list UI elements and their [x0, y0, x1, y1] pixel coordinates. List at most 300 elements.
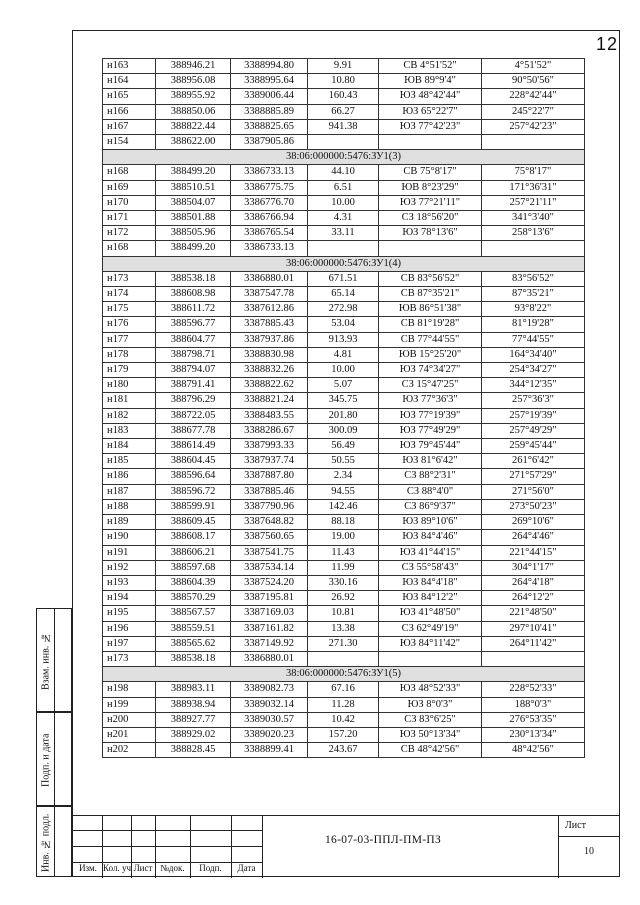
length-cell: 50.55: [308, 454, 379, 469]
section-header-row: [103, 150, 585, 165]
rhumb-cell: [379, 135, 482, 150]
azimuth-cell: 93°8'22": [482, 302, 585, 317]
point-name-cell: н176: [103, 317, 156, 332]
azimuth-cell: 269°10'6": [482, 515, 585, 530]
x-coordinate-cell: 388608.98: [156, 287, 231, 302]
rhumb-cell: ЮЗ 84°12'2": [379, 591, 482, 606]
point-name-cell: н191: [103, 545, 156, 560]
rhumb-cell: СЗ 15°47'25": [379, 378, 482, 393]
point-name-cell: н168: [103, 165, 156, 180]
point-name-cell: н186: [103, 469, 156, 484]
rhumb-cell: ЮЗ 8°0'3": [379, 697, 482, 712]
azimuth-cell: 344°12'35": [482, 378, 585, 393]
azimuth-cell: 257°19'39": [482, 408, 585, 423]
length-cell: 5.07: [308, 378, 379, 393]
length-cell: 11.43: [308, 545, 379, 560]
y-coordinate-cell: 3388483.55: [231, 408, 308, 423]
x-coordinate-cell: 388722.05: [156, 408, 231, 423]
length-cell: 65.14: [308, 287, 379, 302]
length-cell: 26.92: [308, 591, 379, 606]
azimuth-cell: 264°4'18": [482, 575, 585, 590]
table-row: [103, 408, 585, 423]
y-coordinate-cell: 3387161.82: [231, 621, 308, 636]
sheet-number: 10: [584, 846, 594, 857]
y-coordinate-cell: 3388832.26: [231, 363, 308, 378]
point-name-cell: н202: [103, 743, 156, 758]
rhumb-cell: СЗ 86°9'37": [379, 499, 482, 514]
point-name-cell: н182: [103, 408, 156, 423]
azimuth-cell: 77°44'55": [482, 332, 585, 347]
y-coordinate-cell: 3388821.24: [231, 393, 308, 408]
x-coordinate-cell: 388538.18: [156, 271, 231, 286]
point-name-cell: н201: [103, 727, 156, 742]
length-cell: 19.00: [308, 530, 379, 545]
y-coordinate-cell: 3387937.74: [231, 454, 308, 469]
x-coordinate-cell: 388828.45: [156, 743, 231, 758]
x-coordinate-cell: 388796.29: [156, 393, 231, 408]
side-label-sign-date: Подп. и дата: [40, 733, 52, 787]
y-coordinate-cell: 3386880.01: [231, 651, 308, 666]
point-name-cell: н197: [103, 636, 156, 651]
azimuth-cell: 75°8'17": [482, 165, 585, 180]
rhumb-cell: ЮЗ 79°45'44": [379, 439, 482, 454]
point-name-cell: н179: [103, 363, 156, 378]
y-coordinate-cell: 3387524.20: [231, 575, 308, 590]
azimuth-cell: [482, 135, 585, 150]
y-coordinate-cell: 3386766.94: [231, 211, 308, 226]
x-coordinate-cell: 388510.51: [156, 180, 231, 195]
point-name-cell: н188: [103, 499, 156, 514]
caption-kol-uch: Кол. уч: [103, 863, 131, 873]
length-cell: 4.31: [308, 211, 379, 226]
x-coordinate-cell: 388983.11: [156, 682, 231, 697]
rhumb-cell: ЮЗ 50°13'34": [379, 727, 482, 742]
x-coordinate-cell: 388505.96: [156, 226, 231, 241]
table-row: [103, 59, 585, 74]
length-cell: 11.28: [308, 697, 379, 712]
y-coordinate-cell: 3386733.13: [231, 165, 308, 180]
table-row: [103, 119, 585, 134]
x-coordinate-cell: 388597.68: [156, 560, 231, 575]
rhumb-cell: ЮВ 8°23'29": [379, 180, 482, 195]
azimuth-cell: 304°1'17": [482, 560, 585, 575]
length-cell: [308, 135, 379, 150]
length-cell: 94.55: [308, 484, 379, 499]
x-coordinate-cell: 388611.72: [156, 302, 231, 317]
caption-izm: Изм.: [79, 863, 97, 873]
x-coordinate-cell: 388606.21: [156, 545, 231, 560]
rhumb-cell: СЗ 88°2'31": [379, 469, 482, 484]
point-name-cell: н163: [103, 59, 156, 74]
y-coordinate-cell: 3387534.14: [231, 560, 308, 575]
y-coordinate-cell: 3387149.92: [231, 636, 308, 651]
rhumb-cell: [379, 651, 482, 666]
point-name-cell: н154: [103, 135, 156, 150]
section-header-row: [103, 256, 585, 271]
table-row: [103, 74, 585, 89]
rhumb-cell: СВ 81°19'28": [379, 317, 482, 332]
azimuth-cell: 258°13'6": [482, 226, 585, 241]
table-row: [103, 651, 585, 666]
rhumb-cell: ЮЗ 78°13'6": [379, 226, 482, 241]
azimuth-cell: 341°3'40": [482, 211, 585, 226]
y-coordinate-cell: 3387169.03: [231, 606, 308, 621]
table-row: [103, 743, 585, 758]
azimuth-cell: 271°57'29": [482, 469, 585, 484]
table-row: [103, 439, 585, 454]
length-cell: 10.00: [308, 363, 379, 378]
table-row: [103, 363, 585, 378]
x-coordinate-cell: 388798.71: [156, 347, 231, 362]
point-name-cell: н198: [103, 682, 156, 697]
table-row: [103, 530, 585, 545]
azimuth-cell: 271°56'0": [482, 484, 585, 499]
x-coordinate-cell: 388791.41: [156, 378, 231, 393]
azimuth-cell: 257°21'11": [482, 195, 585, 210]
table-row: [103, 287, 585, 302]
x-coordinate-cell: 388604.45: [156, 454, 231, 469]
point-name-cell: н187: [103, 484, 156, 499]
y-coordinate-cell: 3388822.62: [231, 378, 308, 393]
table-row: [103, 545, 585, 560]
rhumb-cell: ЮЗ 48°42'44": [379, 89, 482, 104]
y-coordinate-cell: 3387887.80: [231, 469, 308, 484]
y-coordinate-cell: 3387790.96: [231, 499, 308, 514]
table-row: [103, 211, 585, 226]
rhumb-cell: ЮЗ 77°49'29": [379, 423, 482, 438]
point-name-cell: н170: [103, 195, 156, 210]
section-label: 38:06:000000:5476:ЗУ1(3): [103, 150, 585, 165]
length-cell: 913.93: [308, 332, 379, 347]
azimuth-cell: 48°42'56": [482, 743, 585, 758]
azimuth-cell: 257°36'3": [482, 393, 585, 408]
azimuth-cell: 87°35'21": [482, 287, 585, 302]
x-coordinate-cell: 388504.07: [156, 195, 231, 210]
x-coordinate-cell: 388677.78: [156, 423, 231, 438]
x-coordinate-cell: 388570.29: [156, 591, 231, 606]
point-name-cell: н194: [103, 591, 156, 606]
point-name-cell: н193: [103, 575, 156, 590]
rhumb-cell: ЮЗ 84°4'46": [379, 530, 482, 545]
caption-list: Лист: [133, 863, 153, 873]
y-coordinate-cell: 3388830.98: [231, 347, 308, 362]
point-name-cell: н190: [103, 530, 156, 545]
x-coordinate-cell: 388608.17: [156, 530, 231, 545]
length-cell: 6.51: [308, 180, 379, 195]
side-stamp-middle: [36, 712, 72, 806]
x-coordinate-cell: 388946.21: [156, 59, 231, 74]
x-coordinate-cell: 388499.20: [156, 165, 231, 180]
y-coordinate-cell: 3388899.41: [231, 743, 308, 758]
rhumb-cell: ЮЗ 77°36'3": [379, 393, 482, 408]
x-coordinate-cell: 388596.64: [156, 469, 231, 484]
rhumb-cell: СВ 4°51'52": [379, 59, 482, 74]
table-row: [103, 712, 585, 727]
table-row: [103, 271, 585, 286]
table-row: [103, 591, 585, 606]
y-coordinate-cell: 3389032.14: [231, 697, 308, 712]
azimuth-cell: 264°12'2": [482, 591, 585, 606]
table-row: [103, 423, 585, 438]
length-cell: 300.09: [308, 423, 379, 438]
rhumb-cell: СВ 87°35'21": [379, 287, 482, 302]
page-number: 12: [595, 34, 618, 54]
point-name-cell: н169: [103, 180, 156, 195]
length-cell: 201.80: [308, 408, 379, 423]
point-name-cell: н165: [103, 89, 156, 104]
x-coordinate-cell: 388565.62: [156, 636, 231, 651]
y-coordinate-cell: 3387993.33: [231, 439, 308, 454]
point-name-cell: н174: [103, 287, 156, 302]
y-coordinate-cell: 3387885.46: [231, 484, 308, 499]
azimuth-cell: 273°50'23": [482, 499, 585, 514]
length-cell: 4.81: [308, 347, 379, 362]
table-row: [103, 180, 585, 195]
side-stamp-bottom: [36, 806, 72, 877]
length-cell: 13.38: [308, 621, 379, 636]
x-coordinate-cell: 388956.08: [156, 74, 231, 89]
azimuth-cell: 83°56'52": [482, 271, 585, 286]
table-row: [103, 195, 585, 210]
point-name-cell: н195: [103, 606, 156, 621]
table-row: [103, 89, 585, 104]
rhumb-cell: СЗ 62°49'19": [379, 621, 482, 636]
azimuth-cell: 297°10'41": [482, 621, 585, 636]
length-cell: 271.30: [308, 636, 379, 651]
azimuth-cell: 276°53'35": [482, 712, 585, 727]
point-name-cell: н164: [103, 74, 156, 89]
x-coordinate-cell: 388501.88: [156, 211, 231, 226]
x-coordinate-cell: 388567.57: [156, 606, 231, 621]
point-name-cell: н177: [103, 332, 156, 347]
rhumb-cell: СВ 83°56'52": [379, 271, 482, 286]
caption-podp: Подп.: [199, 863, 222, 873]
rhumb-cell: ЮЗ 81°6'42": [379, 454, 482, 469]
length-cell: 671.51: [308, 271, 379, 286]
table-row: [103, 135, 585, 150]
y-coordinate-cell: 3387648.82: [231, 515, 308, 530]
table-row: [103, 606, 585, 621]
x-coordinate-cell: 388955.92: [156, 89, 231, 104]
title-block: [72, 815, 620, 877]
point-name-cell: н189: [103, 515, 156, 530]
rhumb-cell: СВ 48°42'56": [379, 743, 482, 758]
azimuth-cell: 264°11'42": [482, 636, 585, 651]
length-cell: 11.99: [308, 560, 379, 575]
length-cell: 33.11: [308, 226, 379, 241]
azimuth-cell: 4°51'52": [482, 59, 585, 74]
azimuth-cell: 81°19'28": [482, 317, 585, 332]
point-name-cell: н181: [103, 393, 156, 408]
x-coordinate-cell: 388850.06: [156, 104, 231, 119]
length-cell: 67.16: [308, 682, 379, 697]
point-name-cell: н192: [103, 560, 156, 575]
y-coordinate-cell: 3387885.43: [231, 317, 308, 332]
length-cell: 44.10: [308, 165, 379, 180]
point-name-cell: н167: [103, 119, 156, 134]
table-row: [103, 484, 585, 499]
x-coordinate-cell: 388609.45: [156, 515, 231, 530]
x-coordinate-cell: 388938.94: [156, 697, 231, 712]
point-name-cell: н183: [103, 423, 156, 438]
azimuth-cell: 228°42'44": [482, 89, 585, 104]
point-name-cell: н200: [103, 712, 156, 727]
x-coordinate-cell: 388929.02: [156, 727, 231, 742]
x-coordinate-cell: 388599.91: [156, 499, 231, 514]
rhumb-cell: ЮЗ 41°44'15": [379, 545, 482, 560]
table-row: [103, 636, 585, 651]
azimuth-cell: 164°34'40": [482, 347, 585, 362]
x-coordinate-cell: 388559.51: [156, 621, 231, 636]
azimuth-cell: 264°4'46": [482, 530, 585, 545]
length-cell: 2.34: [308, 469, 379, 484]
length-cell: [308, 651, 379, 666]
y-coordinate-cell: 3387541.75: [231, 545, 308, 560]
table-row: [103, 378, 585, 393]
table-row: [103, 469, 585, 484]
caption-data: Дата: [237, 863, 256, 873]
x-coordinate-cell: 388794.07: [156, 363, 231, 378]
length-cell: 157.20: [308, 727, 379, 742]
y-coordinate-cell: 3387937.86: [231, 332, 308, 347]
x-coordinate-cell: 388596.72: [156, 484, 231, 499]
rhumb-cell: ЮВ 86°51'38": [379, 302, 482, 317]
length-cell: 160.43: [308, 89, 379, 104]
side-label-original-inv: Инв. № подл.: [40, 813, 52, 872]
azimuth-cell: 230°13'34": [482, 727, 585, 742]
length-cell: 10.81: [308, 606, 379, 621]
azimuth-cell: 245°22'7": [482, 104, 585, 119]
azimuth-cell: 171°36'31": [482, 180, 585, 195]
rhumb-cell: СЗ 88°4'0": [379, 484, 482, 499]
y-coordinate-cell: 3388825.65: [231, 119, 308, 134]
rhumb-cell: СВ 75°8'17": [379, 165, 482, 180]
section-header-row: [103, 667, 585, 682]
table-row: [103, 727, 585, 742]
caption-ndok: №док.: [160, 863, 185, 873]
table-row: [103, 575, 585, 590]
rhumb-cell: ЮЗ 77°19'39": [379, 408, 482, 423]
y-coordinate-cell: 3388995.64: [231, 74, 308, 89]
length-cell: 53.04: [308, 317, 379, 332]
point-name-cell: н196: [103, 621, 156, 636]
section-label: 38:06:000000:5476:ЗУ1(5): [103, 667, 585, 682]
table-row: [103, 241, 585, 256]
length-cell: 9.91: [308, 59, 379, 74]
table-row: [103, 560, 585, 575]
y-coordinate-cell: 3389082.73: [231, 682, 308, 697]
sheet-label: Лист: [565, 820, 586, 831]
length-cell: [308, 241, 379, 256]
section-label: 38:06:000000:5476:ЗУ1(4): [103, 256, 585, 271]
point-name-cell: н185: [103, 454, 156, 469]
y-coordinate-cell: 3388994.80: [231, 59, 308, 74]
point-name-cell: н184: [103, 439, 156, 454]
length-cell: 66.27: [308, 104, 379, 119]
y-coordinate-cell: 3387905.86: [231, 135, 308, 150]
y-coordinate-cell: 3389006.44: [231, 89, 308, 104]
azimuth-cell: 221°44'15": [482, 545, 585, 560]
table-row: [103, 682, 585, 697]
y-coordinate-cell: 3388885.89: [231, 104, 308, 119]
table-row: [103, 302, 585, 317]
length-cell: 941.38: [308, 119, 379, 134]
table-row: [103, 454, 585, 469]
y-coordinate-cell: 3387560.65: [231, 530, 308, 545]
y-coordinate-cell: 3386775.75: [231, 180, 308, 195]
length-cell: 10.80: [308, 74, 379, 89]
table-row: [103, 226, 585, 241]
rhumb-cell: ЮЗ 89°10'6": [379, 515, 482, 530]
table-row: [103, 165, 585, 180]
x-coordinate-cell: 388596.77: [156, 317, 231, 332]
azimuth-cell: 259°45'44": [482, 439, 585, 454]
y-coordinate-cell: 3386776.70: [231, 195, 308, 210]
x-coordinate-cell: 388604.77: [156, 332, 231, 347]
point-name-cell: н168: [103, 241, 156, 256]
coordinates-table: [102, 58, 585, 758]
y-coordinate-cell: 3388286.67: [231, 423, 308, 438]
point-name-cell: н173: [103, 271, 156, 286]
side-stamp-top: [36, 608, 72, 712]
rhumb-cell: СЗ 55°58'43": [379, 560, 482, 575]
rhumb-cell: ЮЗ 41°48'50": [379, 606, 482, 621]
point-name-cell: н178: [103, 347, 156, 362]
point-name-cell: н180: [103, 378, 156, 393]
length-cell: 272.98: [308, 302, 379, 317]
document-code: 16-07-03-ППЛ-ПМ-ПЗ: [324, 834, 442, 846]
azimuth-cell: 188°0'3": [482, 697, 585, 712]
length-cell: 10.42: [308, 712, 379, 727]
x-coordinate-cell: 388614.49: [156, 439, 231, 454]
point-name-cell: н199: [103, 697, 156, 712]
x-coordinate-cell: 388499.20: [156, 241, 231, 256]
point-name-cell: н175: [103, 302, 156, 317]
side-label-replacement-inv: Взам. инв. №: [40, 632, 52, 690]
point-name-cell: н172: [103, 226, 156, 241]
table-row: [103, 317, 585, 332]
table-row: [103, 499, 585, 514]
length-cell: 243.67: [308, 743, 379, 758]
azimuth-cell: 257°49'29": [482, 423, 585, 438]
y-coordinate-cell: 3386880.01: [231, 271, 308, 286]
length-cell: 88.18: [308, 515, 379, 530]
table-row: [103, 332, 585, 347]
y-coordinate-cell: 3387547.78: [231, 287, 308, 302]
rhumb-cell: ЮЗ 84°4'18": [379, 575, 482, 590]
length-cell: 330.16: [308, 575, 379, 590]
table-row: [103, 697, 585, 712]
rhumb-cell: ЮЗ 77°21'11": [379, 195, 482, 210]
x-coordinate-cell: 388622.00: [156, 135, 231, 150]
rhumb-cell: ЮВ 15°25'20": [379, 347, 482, 362]
azimuth-cell: 90°50'56": [482, 74, 585, 89]
y-coordinate-cell: 3389030.57: [231, 712, 308, 727]
y-coordinate-cell: 3386765.54: [231, 226, 308, 241]
x-coordinate-cell: 388604.39: [156, 575, 231, 590]
point-name-cell: н173: [103, 651, 156, 666]
rhumb-cell: СЗ 83°6'25": [379, 712, 482, 727]
x-coordinate-cell: 388927.77: [156, 712, 231, 727]
azimuth-cell: 261°6'42": [482, 454, 585, 469]
azimuth-cell: 228°52'33": [482, 682, 585, 697]
point-name-cell: н171: [103, 211, 156, 226]
point-name-cell: н166: [103, 104, 156, 119]
length-cell: 10.00: [308, 195, 379, 210]
rhumb-cell: [379, 241, 482, 256]
y-coordinate-cell: 3387612.86: [231, 302, 308, 317]
length-cell: 142.46: [308, 499, 379, 514]
